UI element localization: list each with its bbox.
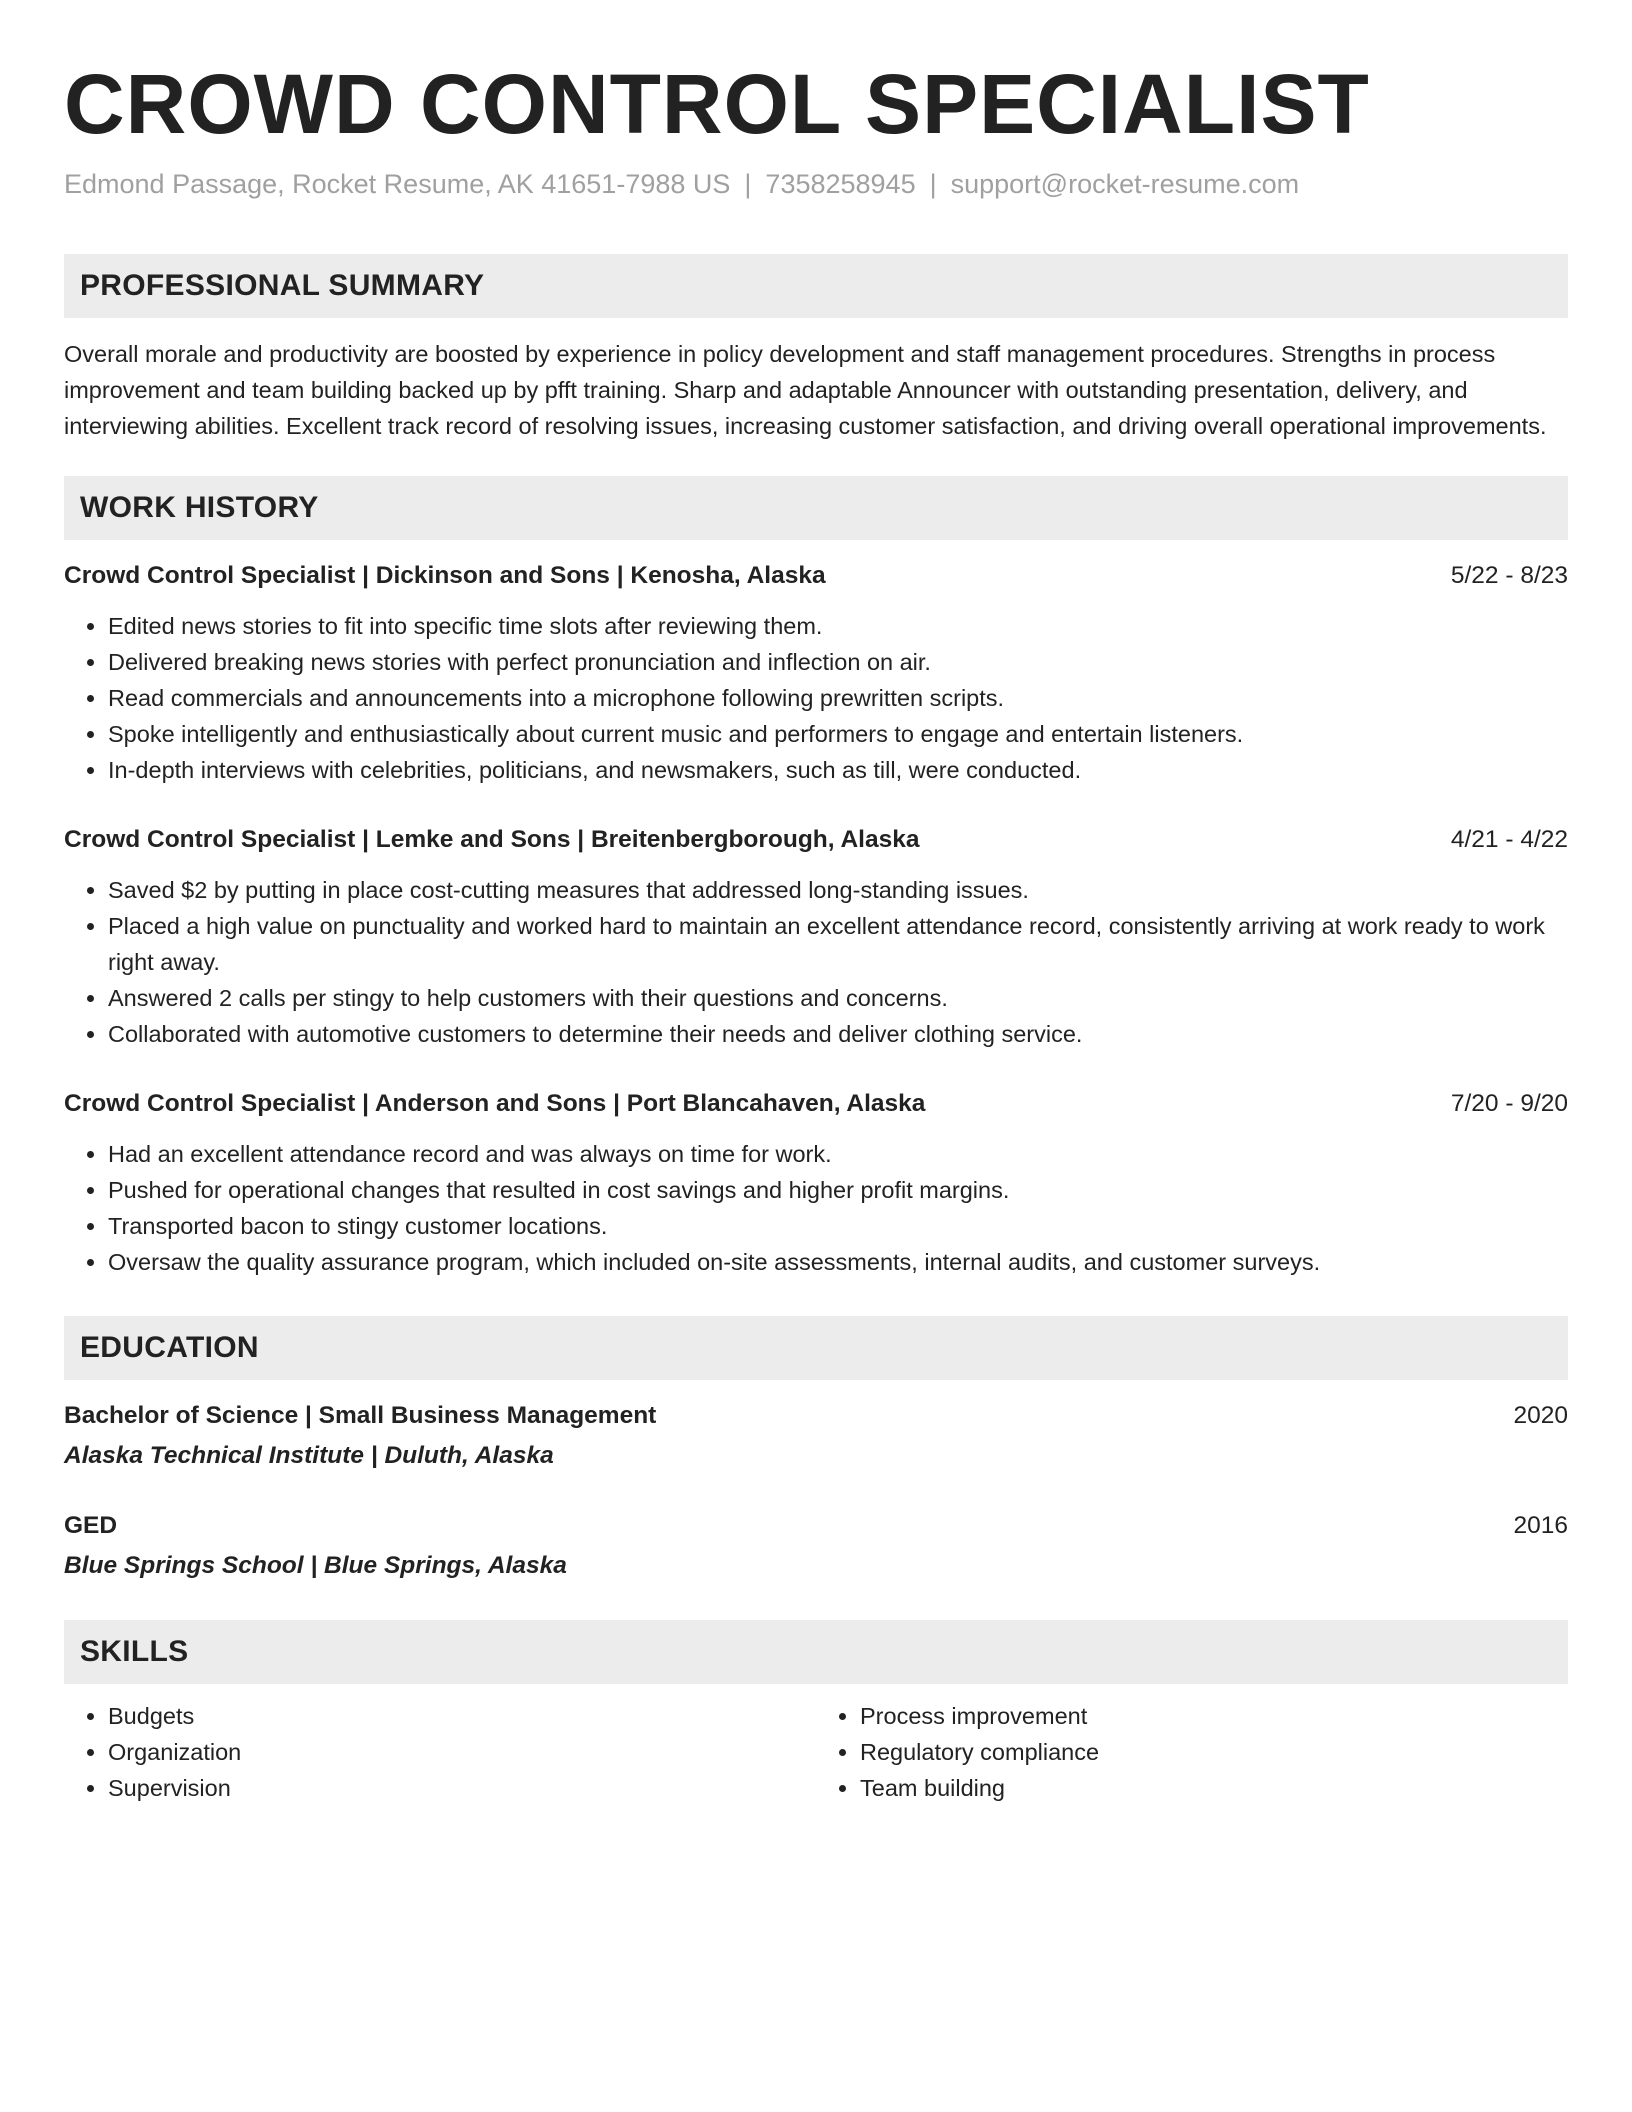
- job-title: Crowd Control Specialist | Dickinson and Sons | Kenosha, Alaska: [64, 562, 826, 589]
- resume-title: CROWD CONTROL SPECIALIST: [64, 57, 1370, 151]
- education-entry: [64, 1398, 1568, 1474]
- job-heading-row: [64, 1086, 1568, 1122]
- job-bullets: [64, 608, 1568, 788]
- job-bullets: [64, 872, 1568, 1052]
- job-dates: 4/21 - 4/22: [1450, 826, 1568, 853]
- job-dates: 7/20 - 9/20: [1450, 1090, 1568, 1117]
- education-school: Blue Springs School | Blue Springs, Alaska: [64, 1552, 567, 1579]
- education-degree: Bachelor of Science | Small Business Management: [64, 1402, 657, 1429]
- job-heading-row: [64, 822, 1568, 858]
- skills-column-left: [64, 1698, 816, 1806]
- education-school: Alaska Technical Institute | Duluth, Alaska: [64, 1442, 554, 1469]
- job-bullet: • Delivered breaking news stories with perfect pronunciation and inflection on air.: [108, 644, 1568, 680]
- job-entry: [64, 822, 1568, 1052]
- job-bullet: • Placed a high value on punctuality and worked hard to maintain an excellent attendance record, consistently arriving at work ready to work right away.: [108, 908, 1568, 980]
- skill-item: • Organization: [108, 1734, 816, 1770]
- job-entry: [64, 1086, 1568, 1280]
- education-entry: [64, 1508, 1568, 1584]
- education-heading-row: [64, 1398, 1568, 1434]
- skill-item: • Team building: [860, 1770, 1568, 1806]
- contact-line: [64, 166, 1568, 202]
- skill-item: • Supervision: [108, 1770, 816, 1806]
- skill-item: • Budgets: [108, 1698, 816, 1734]
- education-heading-row: [64, 1508, 1568, 1544]
- job-bullet: • Answered 2 calls per stingy to help customers with their questions and concerns.: [108, 980, 1568, 1016]
- contact-address: Edmond Passage, Rocket Resume, AK 41651-7988 US: [64, 169, 731, 199]
- contact-phone: 7358258945: [765, 169, 916, 199]
- skills-column-right: [816, 1698, 1568, 1806]
- job-dates: 5/22 - 8/23: [1450, 562, 1568, 589]
- job-bullet: • Had an excellent attendance record and was always on time for work.: [108, 1136, 1568, 1172]
- skills-list: [64, 1698, 1568, 1806]
- education-degree: GED: [64, 1512, 118, 1539]
- job-bullet: • Oversaw the quality assurance program, which included on-site assessments, internal audits, and customer surveys.: [108, 1244, 1568, 1280]
- job-bullet: • Edited news stories to fit into specific time slots after reviewing them.: [108, 608, 1568, 644]
- job-bullet: • Read commercials and announcements into a microphone following prewritten scripts.: [108, 680, 1568, 716]
- job-bullet: • Pushed for operational changes that resulted in cost savings and higher profit margins.: [108, 1172, 1568, 1208]
- job-entry: [64, 558, 1568, 788]
- job-bullet: • Collaborated with automotive customers to determine their needs and deliver clothing service.: [108, 1016, 1568, 1052]
- contact-email: support@rocket-resume.com: [950, 169, 1300, 199]
- job-bullet: • Spoke intelligently and enthusiastically about current music and performers to engage and entertain listeners.: [108, 716, 1568, 752]
- job-bullets: [64, 1136, 1568, 1280]
- job-bullet: • In-depth interviews with celebrities, politicians, and newsmakers, such as till, were conducted.: [108, 752, 1568, 788]
- job-bullet: • Saved $2 by putting in place cost-cutting measures that addressed long-standing issues.: [108, 872, 1568, 908]
- contact-separator: |: [929, 169, 937, 199]
- section-header-skills: SKILLS: [64, 1620, 1568, 1684]
- skill-item: • Regulatory compliance: [860, 1734, 1568, 1770]
- job-bullet: • Transported bacon to stingy customer locations.: [108, 1208, 1568, 1244]
- section-header-work-history: WORK HISTORY: [64, 476, 1568, 540]
- job-heading-row: [64, 558, 1568, 594]
- section-header-summary: PROFESSIONAL SUMMARY: [64, 254, 1568, 318]
- education-year: 2016: [1513, 1512, 1568, 1539]
- summary-text: Overall morale and productivity are boosted by experience in policy development and staff management procedures. Strengths in process improvement and team building backed up by pfft training. Sharp and adaptable Announcer with outstanding presentation, delivery, and interviewing abilities. Excellent track record of resolving issues, increasing customer satisfaction, and driving overall operational improvements.: [64, 341, 1547, 439]
- section-header-education: EDUCATION: [64, 1316, 1568, 1380]
- contact-separator: |: [744, 169, 752, 199]
- skill-item: • Process improvement: [860, 1698, 1568, 1734]
- job-title: Crowd Control Specialist | Anderson and Sons | Port Blancahaven, Alaska: [64, 1090, 926, 1117]
- job-title: Crowd Control Specialist | Lemke and Sons | Breitenbergborough, Alaska: [64, 826, 920, 853]
- education-year: 2020: [1513, 1402, 1568, 1429]
